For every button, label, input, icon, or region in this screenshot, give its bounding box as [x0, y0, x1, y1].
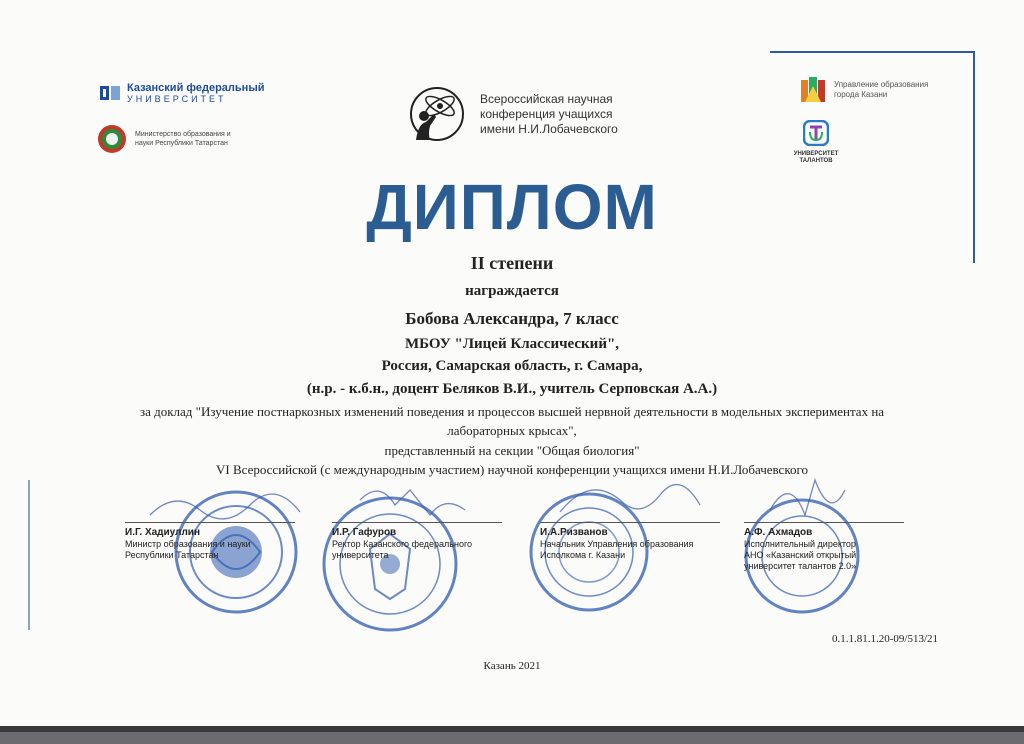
- signature-minister-role2: Республики Татарстан: [125, 550, 219, 560]
- city-office-line2: города Казани: [834, 90, 888, 99]
- ministry-logo: [97, 124, 245, 154]
- conference-logo-line2: конференция учащихся: [480, 106, 613, 121]
- signature-city-head-role2: Исполкома г. Казани: [540, 550, 626, 560]
- talents-emblem-icon: [803, 120, 829, 146]
- ministry-text: Министерство образования и науки Республики Татарстан: [135, 131, 231, 147]
- conference-logo-line1: Всероссийская научная: [480, 91, 613, 106]
- signature-director-role2: АНО «Казанский открытый: [744, 550, 857, 560]
- signature-minister-role1: Министр образования и науки: [125, 539, 251, 549]
- kfu-emblem-icon: [99, 83, 121, 103]
- signature-minister: [125, 522, 295, 561]
- city-office-line1: Управление образования: [834, 80, 929, 89]
- signature-rector-role1: Ректор Казанского федерального: [332, 539, 473, 549]
- document-code: 0.1.1.81.1.20-09/513/21: [832, 633, 939, 645]
- signature-city-head-name: И.А.Ризванов: [540, 527, 608, 538]
- report-line-2: лабораторных крысах",: [447, 423, 577, 438]
- signature-director-name: А.Ф. Ахмадов: [744, 527, 813, 538]
- location: Россия, Самарская область, г. Самара,: [381, 358, 643, 374]
- conference-logo: [402, 84, 618, 144]
- signature-rector-role2: университета: [332, 550, 389, 560]
- kfu-sub: УНИВЕРСИТЕТ: [127, 94, 227, 104]
- city-year: Казань 2021: [483, 660, 541, 672]
- city-office-emblem-icon: [800, 76, 826, 104]
- report-line-1: за доклад "Изучение постнаркозных изменений поведения и процессов высшей нервной деятельности в модельных экспериментах на: [139, 404, 885, 419]
- signature-director-role3: университет талантов 2.0»: [744, 561, 857, 571]
- tatarstan-emblem-icon: [97, 124, 127, 154]
- degree: II степени: [470, 253, 554, 273]
- signature-city-head-role1: Начальник Управления образования: [540, 539, 694, 549]
- section: представленный на секции "Общая биология": [384, 443, 640, 458]
- signature-city-head: [540, 522, 720, 561]
- signature-director-role1: Исполнительный директор: [744, 539, 856, 549]
- talents-line2: ТАЛАНТОВ: [799, 158, 833, 164]
- kfu-name: Казанский федеральный: [127, 82, 265, 94]
- kfu-logo: [99, 82, 264, 104]
- talents-logo: [786, 120, 846, 165]
- recipient: Бобова Александра, 7 класс: [405, 309, 619, 328]
- talents-line1: УНИВЕРСИТЕТ: [793, 151, 839, 157]
- supervisors: (н.р. - к.б.н., доцент Беляков В.И., учитель Серповская А.А.): [306, 381, 718, 397]
- scan-edge: [0, 726, 1024, 744]
- city-office-logo: [800, 76, 928, 104]
- signature-minister-name: И.Г. Хадиуллин: [125, 527, 200, 538]
- conference-name: VI Всероссийской (с международным участием) научной конференции учащихся имени Н.И.Лобачевского: [216, 462, 808, 477]
- signature-scribbles: [0, 470, 1024, 530]
- atom-person-icon: [402, 84, 472, 144]
- signature-rector-name: И.Р. Гафуров: [332, 527, 397, 538]
- frame-line-top: [770, 51, 975, 53]
- school: МБОУ "Лицей Классический",: [404, 336, 620, 352]
- awarded-label: награждается: [465, 283, 559, 299]
- signature-director: [744, 522, 904, 572]
- conference-logo-line3: имени Н.И.Лобачевского: [480, 121, 618, 136]
- diploma-title: ДИПЛОМ: [366, 171, 658, 243]
- signature-rector: [332, 522, 502, 561]
